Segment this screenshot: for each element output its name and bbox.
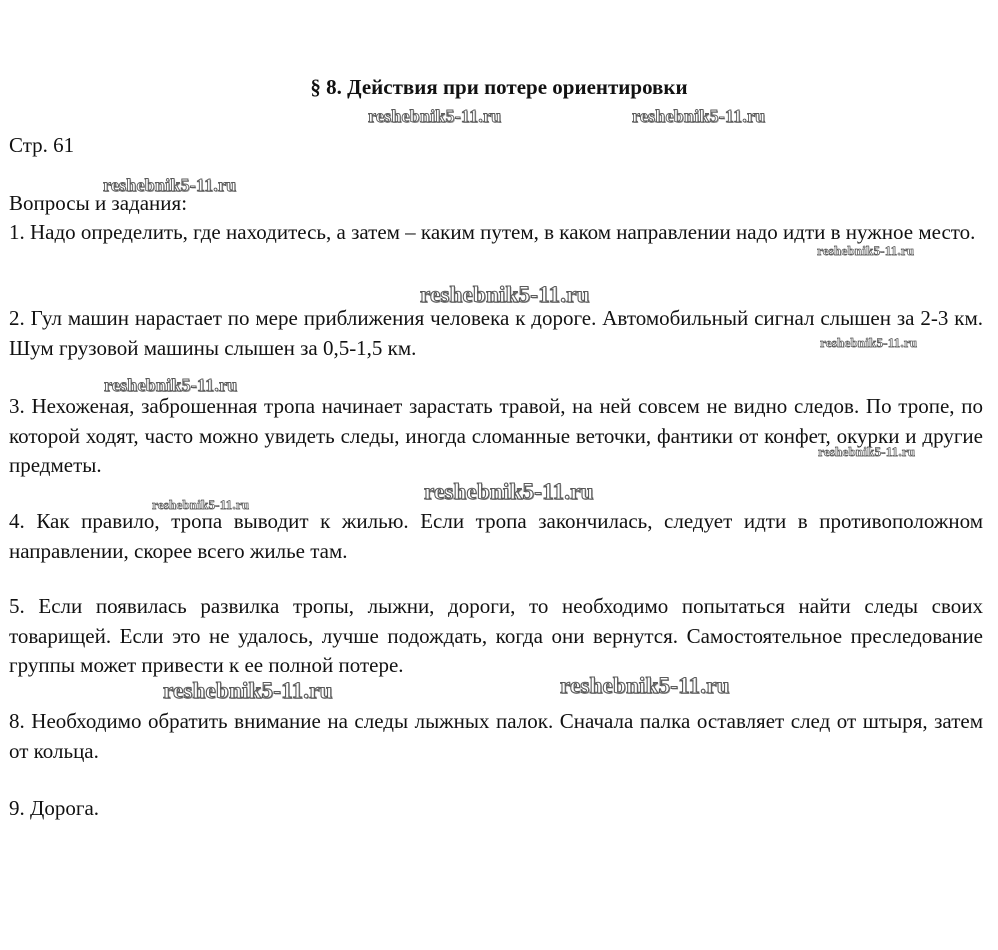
watermark: reshebnik5-11.ru — [560, 673, 730, 698]
answer-9: 9. Дорога. — [9, 796, 100, 820]
watermark: reshebnik5-11.ru — [420, 282, 590, 307]
watermark: reshebnik5-11.ru — [424, 479, 594, 504]
page-title: § 8. Действия при потере ориентировки — [310, 75, 688, 99]
answer-8: 8. Необходимо обратить внимание на следы лыжных палок. Сначала палка оставляет след от штыря, затем от кольца. — [9, 709, 983, 763]
answer-3: 3. Нехоженая, заброшенная тропа начинает зарастать травой, на ней совсем не видно следов. По тропе, по которой ходят, часто можно увидеть следы, иногда сломанные веточки, фантики от конфет, окурки и другие предметы. — [9, 394, 983, 477]
answer-1: 1. Надо определить, где находитесь, а затем – каким путем, в каком направлении надо идти в нужное место. — [9, 220, 976, 244]
answer-5: 5. Если появилась развилка тропы, лыжни, дороги, то необходимо попытаться найти следы своих товарищей. Если это не удалось, лучше подождать, когда они вернутся. Самостоятельное преследование группы может привести к ее полной потере. — [9, 594, 983, 677]
answer-4: 4. Как правило, тропа выводит к жилью. Если тропа закончилась, следует идти в противоположном направлении, скорее всего жилье там. — [9, 509, 983, 563]
watermark: reshebnik5-11.ru — [817, 243, 915, 258]
page-reference: Стр. 61 — [9, 133, 75, 157]
watermark: reshebnik5-11.ru — [103, 175, 237, 195]
watermark: reshebnik5-11.ru — [632, 106, 766, 126]
answer-2: 2. Гул машин нарастает по мере приближения человека к дороге. Автомобильный сигнал слышен за 2-3 км. Шум грузовой машины слышен за 0,5-1,5 км. — [9, 306, 983, 360]
watermark: reshebnik5-11.ru — [818, 444, 916, 459]
watermark: reshebnik5-11.ru — [820, 335, 918, 350]
watermark: reshebnik5-11.ru — [368, 106, 502, 126]
watermark: reshebnik5-11.ru — [104, 375, 238, 395]
watermark: reshebnik5-11.ru — [163, 678, 333, 703]
watermark: reshebnik5-11.ru — [152, 497, 250, 512]
section-heading: Вопросы и задания: — [9, 191, 188, 215]
